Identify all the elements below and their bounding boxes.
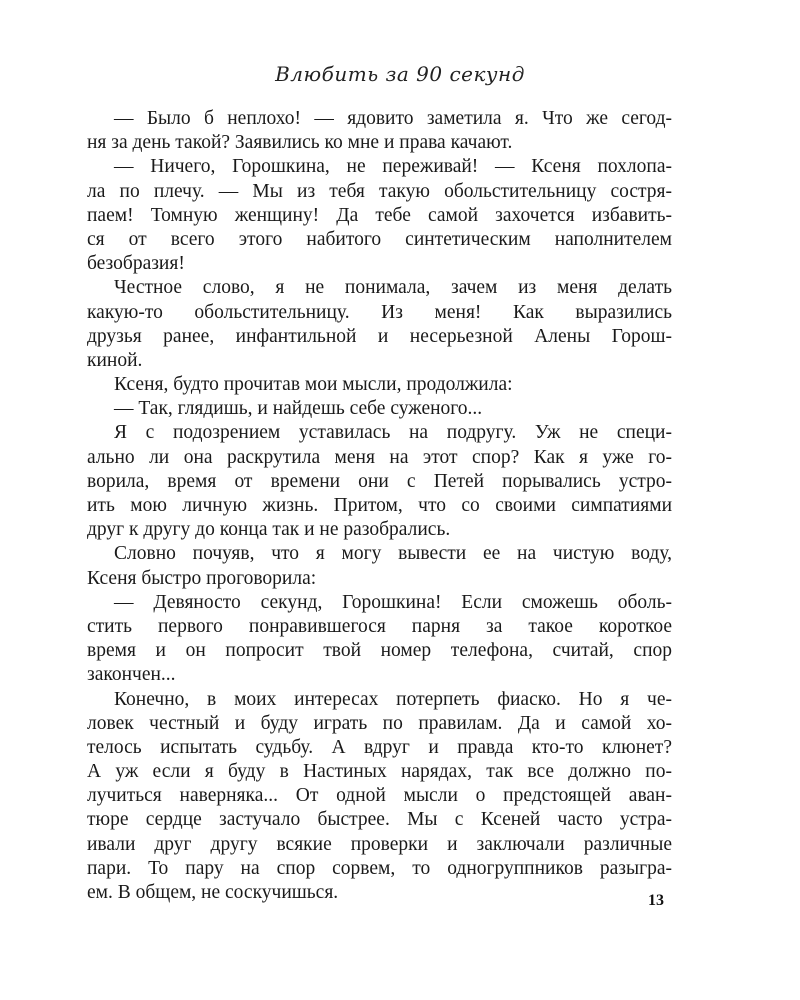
text-line: какую-то обольстительницу. Из меня! Как выразились (87, 301, 672, 323)
text-line: ловек честный и буду играть по правилам. Да и самой хо- (87, 712, 672, 734)
text-line: киной. (87, 349, 143, 371)
text-line: пари. То пару на спор сорвем, то одногруппников разыгра- (87, 857, 672, 879)
text-line: друг к другу до конца так и не разобрались. (87, 519, 451, 541)
body-text (87, 107, 672, 905)
running-title: Влюбить за 90 секунд (275, 62, 525, 86)
text-line: ворила, время от времени они с Петей порывались устро- (87, 470, 672, 492)
text-line: — Так, глядишь, и найдешь себе суженого... (114, 398, 483, 420)
text-line: Я с подозрением уставилась на подругу. Уж не специ- (114, 422, 672, 444)
text-line: Ксеня, будто прочитав мои мысли, продолжила: (114, 374, 513, 396)
text-line: — Было б неплохо! — ядовито заметила я. Что же сегод- (114, 108, 672, 129)
text-line: тюре сердце застучало быстрее. Мы с Ксеней часто устра- (87, 809, 672, 831)
text-line: ить мою личную жизнь. Притом, что со своими симпатиями (87, 495, 672, 516)
page-number: 13 (648, 892, 664, 909)
text-line: ально ли она раскрутила меня на этот спор? Как я уже го- (87, 446, 672, 468)
text-line: ивали друг другу всякие проверки и заключали различные (87, 833, 672, 855)
text-line: друзья ранее, инфантильной и несерьезной Алены Горош- (87, 325, 672, 347)
text-line: — Девяносто секунд, Горошкина! Если сможешь оболь- (114, 591, 672, 613)
text-line: Честное слово, я не понимала, зачем из меня делать (114, 277, 672, 299)
text-line: стить первого понравившегося парня за такое короткое (87, 615, 672, 637)
text-line: время и он попросит твой номер телефона, считай, спор (87, 640, 672, 662)
text-line: А уж если я буду в Настиных нарядах, так все должно по- (87, 761, 672, 783)
text-line: Ксеня быстро проговорила: (87, 567, 317, 589)
text-line: — Ничего, Горошкина, не переживай! — Ксеня похлопа- (114, 156, 672, 178)
text-line: закончен... (87, 664, 176, 686)
text-line: Конечно, в моих интересах потерпеть фиаско. Но я че- (114, 688, 672, 710)
text-line: ем. В общем, не соскучишься. (87, 882, 339, 903)
text-line: безобразия! (87, 253, 185, 275)
text-line: Словно почуяв, что я могу вывести ее на чистую воду, (114, 543, 672, 565)
text-line: лучиться наверняка... От одной мысли о предстоящей аван- (87, 785, 672, 807)
text-line: ня за день такой? Заявились ко мне и права качают. (87, 132, 513, 154)
text-line: телось испытать судьбу. А вдруг и правда кто-то клюнет? (87, 736, 672, 758)
text-line: ся от всего этого набитого синтетическим наполнителем (87, 228, 672, 250)
text-line: паем! Томную женщину! Да тебе самой захочется избавить- (87, 204, 672, 226)
text-line: ла по плечу. — Мы из тебя такую обольстительницу состря- (87, 180, 672, 202)
